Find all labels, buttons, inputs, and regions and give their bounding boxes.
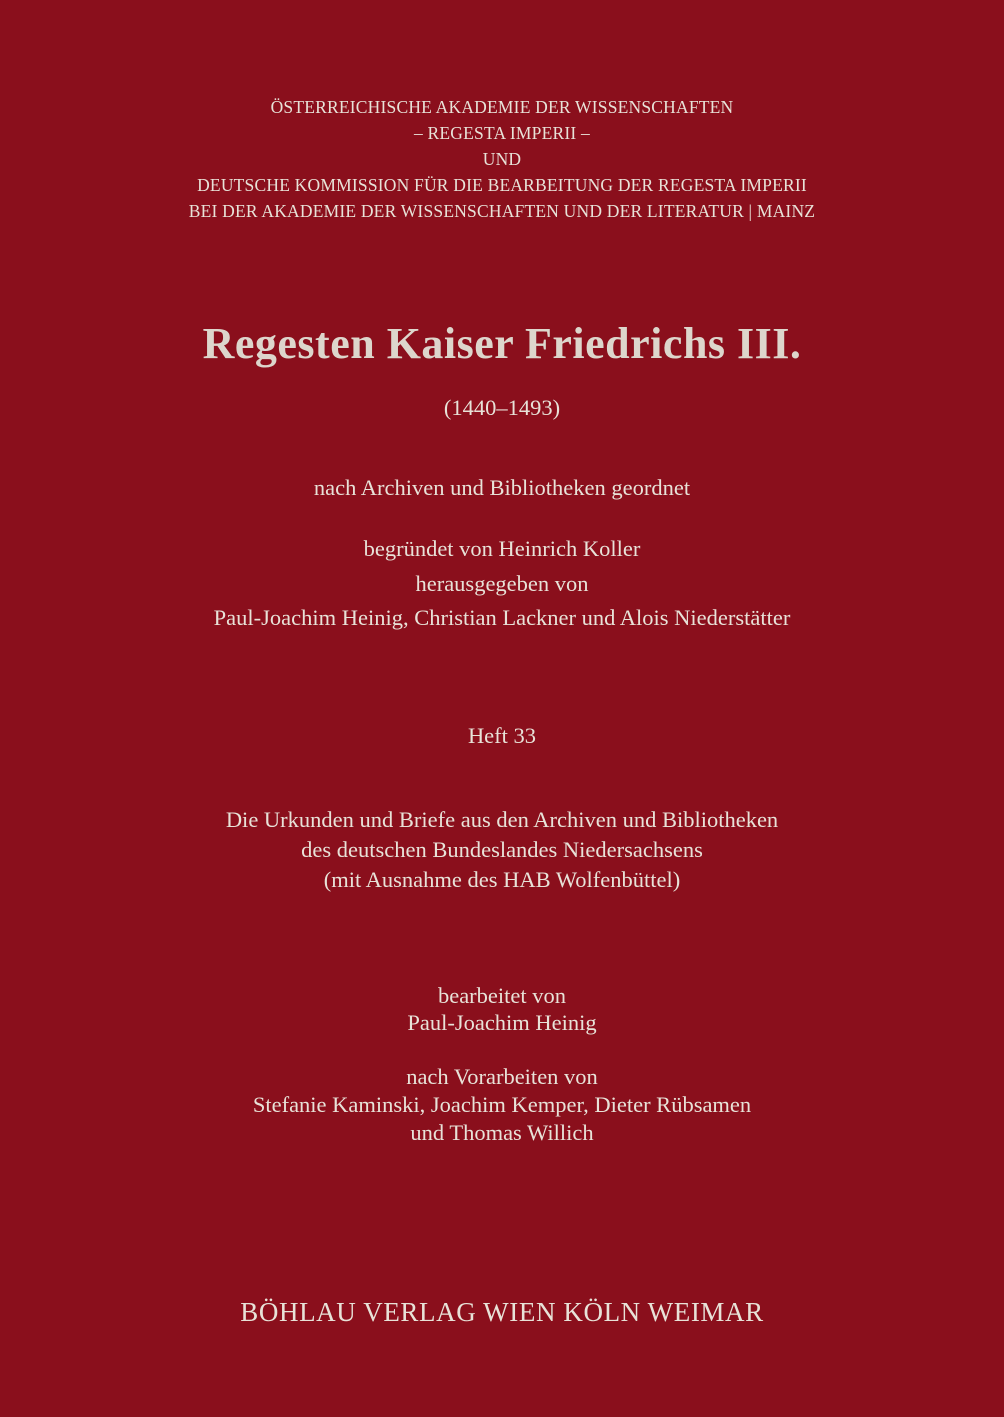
institution-line-3: UND <box>482 149 522 169</box>
preparatory-label: nach Vorarbeiten von <box>406 1064 598 1089</box>
edited-by: Paul-Joachim Heinig <box>407 1010 597 1035</box>
volume-description-line-2: des deutschen Bundeslandes Niedersachsens <box>301 837 703 862</box>
institution-line-4: DEUTSCHE KOMMISSION FÜR DIE BEARBEITUNG DER REGESTA IMPERII <box>197 175 807 195</box>
publisher: BÖHLAU VERLAG WIEN KÖLN WEIMAR <box>240 1297 764 1327</box>
edited-by-label: bearbeitet von <box>437 983 567 1008</box>
years: (1440–1493) <box>443 395 561 420</box>
subtitle: nach Archiven und Bibliotheken geordnet <box>313 475 691 500</box>
preparatory-authors-line-1: Stefanie Kaminski, Joachim Kemper, Dieter Rübsamen <box>252 1092 752 1117</box>
editors: Paul-Joachim Heinig, Christian Lackner und Alois Niederstätter <box>213 605 791 630</box>
preparatory-authors-line-2: und Thomas Willich <box>410 1120 594 1145</box>
edited-label: herausgegeben von <box>415 571 589 596</box>
institution-line-2: – REGESTA IMPERII – <box>414 123 590 143</box>
institution-line-1: ÖSTERREICHISCHE AKADEMIE DER WISSENSCHAFTEN <box>270 97 734 117</box>
book-title: Regesten Kaiser Friedrichs III. <box>202 319 802 368</box>
founded-by: begründet von Heinrich Koller <box>363 536 641 561</box>
volume-description-line-1: Die Urkunden und Briefe aus den Archiven und Bibliotheken <box>225 807 779 832</box>
institution-line-5: BEI DER AKADEMIE DER WISSENSCHAFTEN UND DER LITERATUR | MAINZ <box>188 201 816 221</box>
issue-number: Heft 33 <box>467 723 537 748</box>
volume-description-line-3: (mit Ausnahme des HAB Wolfenbüttel) <box>323 867 681 892</box>
